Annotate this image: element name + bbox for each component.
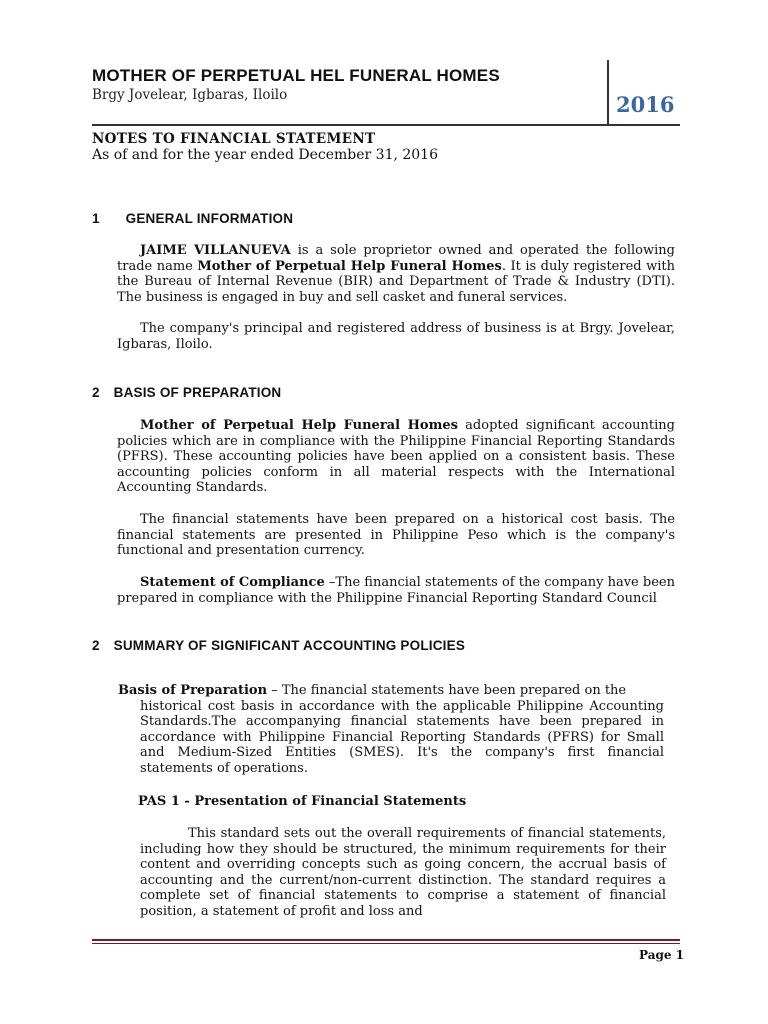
basis-paragraph-2: The financial statements have been prepared on a historical cost basis. The financial statements are presented in Philippine Peso which is the company's functional and presentation currency. [117,512,675,559]
section-title: BASIS OF PREPARATION [113,385,282,400]
company-trade-name: Mother of Perpetual Help Funeral Homes [140,418,458,433]
compliance-label: Statement of Compliance [140,575,325,590]
section-heading-general-information [92,211,293,226]
report-year: 2016 [616,92,675,117]
statement-of-compliance-paragraph [117,575,675,606]
general-info-paragraph-2: The company's principal and registered address of business is at Brgy. Jovelear, Igbaras, Iloilo. [117,321,675,352]
trade-name: Mother of Perpetual Help Funeral Homes [197,258,502,274]
header-rule [92,124,680,126]
section-number: 1 [92,211,100,226]
text-span: is a sole proprietor owned and operated the following trade name [117,243,675,274]
notes-subtitle: As of and for the year ended December 31, 2016 [92,147,439,163]
basis-of-preparation-policy [118,683,664,777]
section-heading-basis-of-preparation [92,385,281,400]
section-number: 2 [92,638,100,653]
pas-1-heading: PAS 1 - Presentation of Financial Statements [138,794,467,809]
policy-body: historical cost basis in accordance with the applicable Philippine Accounting Standards.The accompanying financial statements have been prepared in accordance with Philippine Financial Reporting Standards (PFRS) for Small and Medium-Sized Entities (SMES). It's the company's first financial statements of operations. [140,698,664,776]
page-number: Page 1 [639,948,685,962]
pas-1-body: This standard sets out the overall requirements of financial statements, including how they should be structured, the minimum requirements for their content and overriding concepts such as going concern, the accrual basis of accounting and the current/non-current distinction. The standard requires a complete set of financial statements to comprise a statement of financial position, a statement of profit and loss and [140,826,666,919]
policy-label: Basis of Preparation [118,683,268,698]
section-title: SUMMARY OF SIGNIFICANT ACCOUNTING POLICIES [113,638,466,653]
company-name: MOTHER OF PERPETUAL HEL FUNERAL HOMES [92,66,500,85]
section-title: GENERAL INFORMATION [125,211,294,226]
text-span: –The financial statements of the company have been prepared in compliance with the Philippine Financial Reporting Standard Council [117,575,675,606]
text-span: – The financial statements have been prepared on the [267,683,627,698]
notes-title: NOTES TO FINANCIAL STATEMENT [92,131,376,147]
basis-paragraph-1 [117,418,675,496]
footer-rule [92,939,680,941]
text-span: . It is duly registered with the Bureau of Internal Revenue (BIR) and Department of Trade & Industry (DTI). The business is engaged in buy and sell casket and funeral services. [117,258,675,305]
footer-rule-thin [92,943,680,944]
company-address: Brgy Jovelear, Igbaras, Iloilo [92,87,288,103]
section-number: 2 [92,385,100,400]
year-divider [607,60,609,124]
section-heading-accounting-policies [92,638,465,653]
owner-name: JAIME VILLANUEVA [140,243,291,258]
text-span: adopted significant accounting policies which are in compliance with the Philippine Financial Reporting Standards (PFRS). These accounting policies have been applied on a consistent basis. These accounting policies conform in all material respects with the International Accounting Standards. [117,418,676,496]
general-info-paragraph-1 [117,243,675,305]
